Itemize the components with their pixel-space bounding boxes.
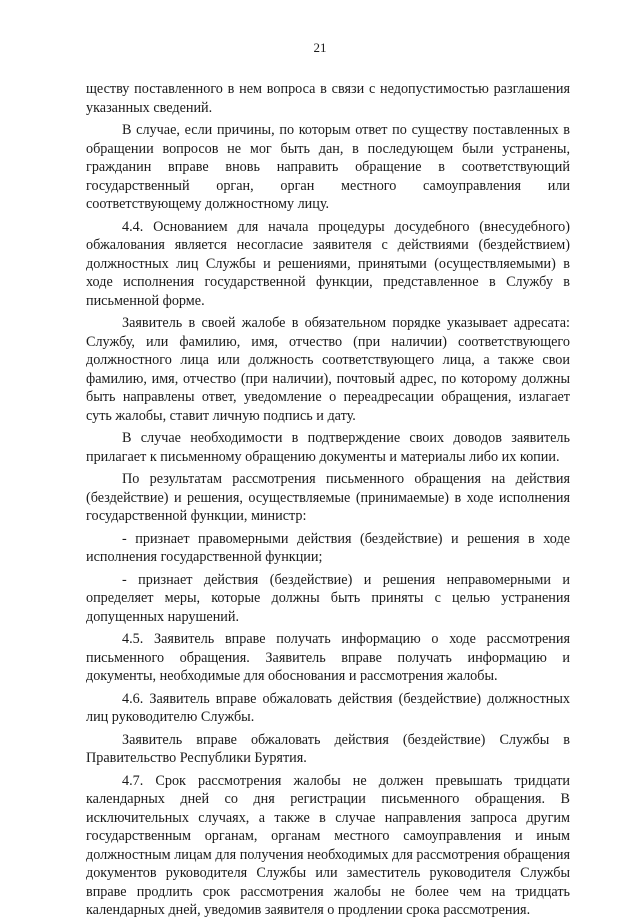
paragraph-continuation: ществу поставленного в нем вопроса в связи с недопустимостью разглашения указанных сведений. bbox=[86, 81, 570, 116]
paragraph-section-4-6: 4.6. Заявитель вправе обжаловать действия (бездействие) должностных лиц руководителю Службы. bbox=[86, 690, 570, 725]
list-item: - признает действия (бездействие) и решения неправомерными и определяет меры, которые должны быть приняты с целью устранения допущенных нарушений. bbox=[86, 571, 570, 625]
list-item: - признает правомерными действия (бездействие) и решения в ходе исполнения государственной функции; bbox=[86, 530, 570, 565]
paragraph: Заявитель в своей жалобе в обязательном порядке указывает адресата: Службу, или фамилию, имя, отчество (при наличии) соответствующего должностного лица или должность соответствующего лица, а также свои фамилию, имя, отчество (при наличии), почтовый адрес, по которому должны быть направлены ответ, уведомление о переадресации обращения, излагает суть жалобы, ставит личную подпись и дату. bbox=[86, 315, 570, 424]
paragraph: Заявитель вправе обжаловать действия (бездействие) Службы в Правительство Республики Бурятия. bbox=[86, 731, 570, 766]
paragraph: В случае, если причины, по которым ответ по существу поставленных в обращении вопросов не мог быть дан, в последующем были устранены, гражданин вправе вновь направить обращение в соответствующий государственный орган, орган местного самоуправления или соответствующему должностному лицу. bbox=[86, 122, 570, 212]
paragraph: В случае необходимости в подтверждение своих доводов заявитель прилагает к письменному обращению документы и материалы либо их копии. bbox=[86, 430, 570, 465]
paragraph: По результатам рассмотрения письменного обращения на действия (бездействие) и решения, осуществляемые (принимаемые) в ходе исполнения государственной функции, министр: bbox=[86, 471, 570, 524]
paragraph-section-4-7: 4.7. Срок рассмотрения жалобы не должен превышать тридцати календарных дней со дня регистрации письменного обращения. В исключительных случаях, а также в случае направления запроса другим государственным органам, органам местного самоуправления и иным должностным лицам для получения необходимых для рассмотрения обращения документов руководителя Службы или заместитель руководителя Службы вправе продлить срок рассмотрения жалобы не более чем на тридцать календарных дней, уведомив заявителя о продлении срока рассмотрения. bbox=[86, 772, 570, 918]
paragraph-section-4-4: 4.4. Основанием для начала процедуры досудебного (внесудебного) обжалования является несогласие заявителя с действиями (бездействием) должностных лиц Службы и решениями, принятыми (осуществляемыми) в ходе исполнения государственной функции, представленное в Службу в письменной форме. bbox=[86, 218, 570, 309]
document-body bbox=[86, 80, 570, 924]
page-number: 21 bbox=[313, 40, 327, 55]
paragraph-section-4-5: 4.5. Заявитель вправе получать информацию о ходе рассмотрения письменного обращения. Заявитель вправе получать информацию и документы, необходимые для обоснования и рассмотрения жалобы. bbox=[86, 631, 570, 684]
